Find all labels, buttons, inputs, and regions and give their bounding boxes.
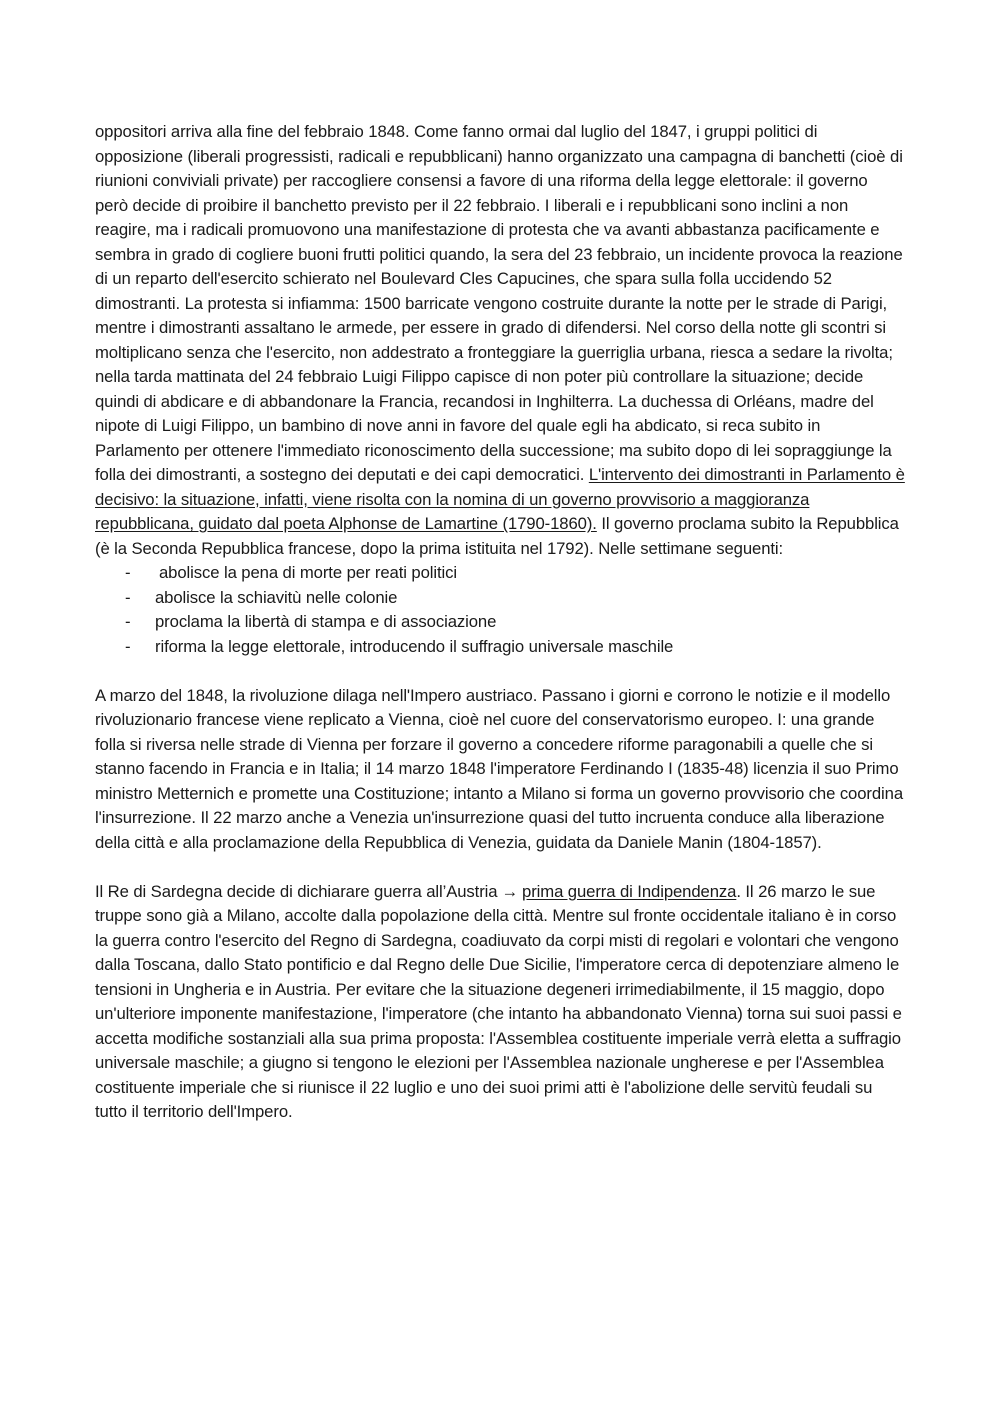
paragraph-french-revolution-1848 xyxy=(95,120,905,561)
bullet-dash: - xyxy=(125,587,131,607)
list-item-text: proclama la libertà di stampa e di associazione xyxy=(155,612,497,631)
paragraph-text: Il governo proclama subito la Repubblica (è la Seconda Repubblica francese, dopo la prima istituita nel 1792). Nelle settimane seguenti: xyxy=(95,514,899,558)
paragraph-austrian-empire: A marzo del 1848, la rivoluzione dilaga nell'Impero austriaco. Passano i giorni e corrono le notizie e il modello rivoluzionario francese viene replicato a Vienna, cioè nel cuore del conservatorismo europeo. I: una grande folla si riversa nelle strade di Vienna per forzare il governo a concedere riforme paragonabili a quelle che si stanno facendo in Francia e in Italia; il 14 marzo 1848 l'imperatore Ferdinando I (1835-48) licenzia il suo Primo ministro Metternich e promette una Costituzione; intanto a Milano si forma un governo provvisorio che coordina l'insurrezione. Il 22 marzo anche a Venezia un'insurrezione quasi del tutto incruenta conduce alla liberazione della città e alla proclamazione della Repubblica di Venezia, guidata da Daniele Manin (1804-1857). xyxy=(95,685,904,852)
paragraph-first-war-of-independence xyxy=(95,880,905,1125)
list-item xyxy=(95,586,905,611)
list-item xyxy=(95,635,905,660)
list-item-text: abolisce la pena di morte per reati politici xyxy=(159,563,457,582)
bullet-dash: - xyxy=(125,563,131,582)
list-item-text: abolisce la schiavitù nelle colonie xyxy=(155,587,398,607)
paragraph-spacer xyxy=(95,855,905,880)
document-page xyxy=(95,120,905,1125)
paragraph-text: . Il 26 marzo le sue truppe sono già a Milano, accolte dalla popolazione della città. Mentre sul fronte occidentale italiano è in corso la guerra contro l'esercito del Regno di Sardegna, coadiuvato da corpi misti di regolari e volontari che vengono dalla Toscana, dallo Stato pontificio e dal Regno delle Due Sicilie, l'imperatore cerca di depotenziare almeno le tensioni in Ungheria e in Austria. Per evitare che la situazione degeneri irrimediabilmente, il 15 maggio, dopo un'ulteriore imponente manifestazione, l'imperatore (che intanto ha abbandonato Vienna) torna sui suoi passi e accetta modifiche sostanziali alla sua prima proposta: l'Assemblea costituente imperiale verrà eletta a suffragio universale maschile; a giugno si tengono le elezioni per l'Assemblea nazionale ungherese e per l'Assemblea costituente imperiale che si riunisce il 22 luglio e uno dei suoi primi atti è l'abolizione delle servitù feudali su tutto il territorio dell'Impero. xyxy=(95,881,902,1121)
paragraph-spacer xyxy=(95,659,905,684)
paragraph-text: Il Re di Sardegna decide di dichiarare guerra all’Austria xyxy=(95,881,498,901)
bullet-dash: - xyxy=(125,612,131,631)
paragraph-text: oppositori arriva alla fine del febbraio 1848. Come fanno ormai dal luglio del 1847, i gruppi politici di opposizione (liberali progressisti, radicali e repubblicani) hanno organizzato una campagna di banchetti (cioè di riunioni conviviali private) per raccogliere consensi a favore di una riforma della legge elettorale: il governo però decide di proibire il banchetto previsto per il 22 febbraio. I liberali e i repubblicani sono inclini a non reagire, ma i radicali promuovono una manifestazione di protesta che va avanti abbastanza pacificamente e sembra in grado di cogliere buoni frutti politici quando, la sera del 23 febbraio, un incidente provoca la reazione di un reparto dell'esercito schierato nel Boulevard Cles Capucines, che spara sulla folla uccidendo 52 dimostranti. La protesta si infiamma: 1500 barricate vengono costruite durante la notte per le strade di Parigi, mentre i dimostranti assaltano le armede, per essere in grado di difendersi. Nel corso della notte gli scontri si moltiplicano senza che l'esercito, non addestrato a fronteggiare la guerriglia urbana, riesca a sedare la rivolta; nella tarda mattinata del 24 febbraio Luigi Filippo capisce di non poter più controllare la situazione; decide quindi di abdicare e di abbandonare la Francia, recandosi in Inghilterra. La duchessa di Orléans, madre del nipote di Luigi Filippo, un bambino di nove anni in favore del quale egli ha abdicato, si reca subito in Parlamento per ottenere l'immediato riconoscimento della successione; ma subito dopo di lei sopraggiunge la folla dei dimostranti, a sostegno dei deputati e dei capi democratici. xyxy=(95,122,903,484)
right-arrow-icon: → xyxy=(501,881,519,901)
underlined-passage-provisional-government: L'intervento dei dimostranti in Parlamento è decisivo: la situazione, infatti, viene risolta con la nomina di un governo provvisorio a maggioranza repubblicana, guidato dal poeta Alphonse de Lamartine (1790-1860). xyxy=(95,465,905,533)
list-item xyxy=(95,561,905,586)
list-item xyxy=(95,610,905,635)
reforms-list xyxy=(95,561,905,659)
underlined-phrase-war-of-independence: prima guerra di Indipendenza xyxy=(522,881,737,901)
list-item-text: riforma la legge elettorale, introducendo il suffragio universale maschile xyxy=(155,636,674,656)
bullet-dash: - xyxy=(125,636,131,656)
